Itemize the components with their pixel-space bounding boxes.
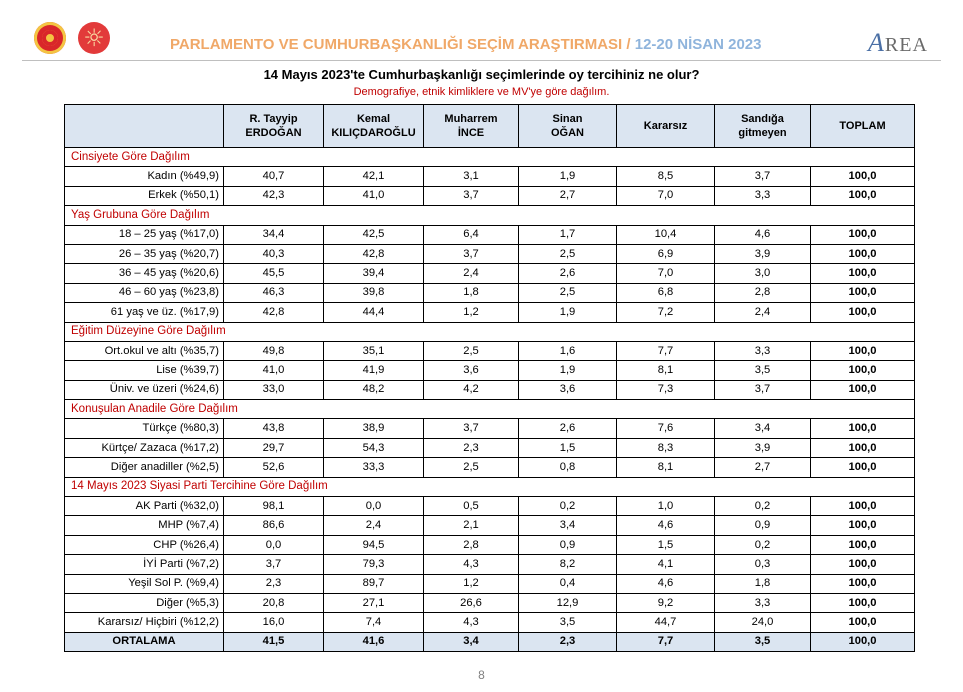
value-cell: 40,7 [224, 167, 324, 186]
total-cell: 100,0 [811, 225, 915, 244]
table-row [65, 535, 915, 554]
value-cell: 6,9 [617, 244, 715, 263]
value-cell: 2,6 [519, 419, 617, 438]
column-header-line: R. Tayyip [249, 113, 298, 125]
value-cell: 0,2 [715, 497, 811, 516]
row-label: 61 yaş ve üz. (%17,9) [65, 303, 224, 322]
column-header-line: İNCE [457, 127, 485, 139]
column-header [224, 105, 324, 148]
value-cell: 7,7 [617, 632, 715, 651]
value-cell: 0,5 [424, 497, 519, 516]
value-cell: 20,8 [224, 593, 324, 612]
average-row [65, 632, 915, 651]
total-cell: 100,0 [811, 593, 915, 612]
row-label: Kürtçe/ Zazaca (%17,2) [65, 438, 224, 457]
value-cell: 45,5 [224, 264, 324, 283]
value-cell: 46,3 [224, 283, 324, 302]
value-cell: 48,2 [324, 380, 424, 399]
row-label: Üniv. ve üzeri (%24,6) [65, 380, 224, 399]
table-row [65, 458, 915, 477]
value-cell: 0,9 [715, 516, 811, 535]
row-label: 18 – 25 yaş (%17,0) [65, 225, 224, 244]
value-cell: 1,2 [424, 574, 519, 593]
table-row [65, 341, 915, 360]
value-cell: 2,4 [324, 516, 424, 535]
column-header-line: gitmeyen [738, 127, 787, 139]
value-cell: 44,4 [324, 303, 424, 322]
table-row [65, 438, 915, 457]
value-cell: 0,0 [324, 497, 424, 516]
value-cell: 79,3 [324, 555, 424, 574]
report-header-title [170, 36, 762, 53]
column-header [424, 105, 519, 148]
value-cell: 3,7 [424, 186, 519, 205]
value-cell: 7,2 [617, 303, 715, 322]
value-cell: 7,6 [617, 419, 715, 438]
header-title-separator: / [622, 36, 635, 53]
table-row [65, 361, 915, 380]
value-cell: 7,4 [324, 613, 424, 632]
total-cell: 100,0 [811, 283, 915, 302]
value-cell: 9,2 [617, 593, 715, 612]
column-header-line: Kararsız [643, 120, 688, 132]
value-cell: 4,3 [424, 555, 519, 574]
value-cell: 3,9 [715, 438, 811, 457]
area-logo [868, 28, 928, 58]
value-cell: 41,5 [224, 632, 324, 651]
row-label: Kararsız/ Hiçbiri (%12,2) [65, 613, 224, 632]
value-cell: 1,0 [617, 497, 715, 516]
value-cell: 3,7 [424, 419, 519, 438]
value-cell: 8,5 [617, 167, 715, 186]
value-cell: 43,8 [224, 419, 324, 438]
row-label: AK Parti (%32,0) [65, 497, 224, 516]
value-cell: 42,1 [324, 167, 424, 186]
value-cell: 0,3 [715, 555, 811, 574]
value-cell: 41,6 [324, 632, 424, 651]
total-cell: 100,0 [811, 167, 915, 186]
question-subtitle: Demografiye, etnik kimliklere ve MV'ye göre dağılım. [353, 86, 610, 98]
total-cell: 100,0 [811, 438, 915, 457]
value-cell: 1,5 [519, 438, 617, 457]
value-cell: 24,0 [715, 613, 811, 632]
value-cell: 1,7 [519, 225, 617, 244]
value-cell: 2,1 [424, 516, 519, 535]
total-cell: 100,0 [811, 244, 915, 263]
total-cell: 100,0 [811, 361, 915, 380]
table-row [65, 419, 915, 438]
row-label: Diğer (%5,3) [65, 593, 224, 612]
header-title-main: PARLAMENTO VE CUMHURBAŞKANLIĞI SEÇİM ARAŞTIRMASI [170, 36, 623, 53]
value-cell: 7,0 [617, 186, 715, 205]
value-cell: 6,8 [617, 283, 715, 302]
column-header-line: OĞAN [551, 127, 584, 139]
value-cell: 1,5 [617, 535, 715, 554]
header-corner-cell [65, 105, 224, 148]
value-cell: 3,4 [715, 419, 811, 438]
header-title-date: 12-20 NİSAN 2023 [634, 36, 762, 53]
value-cell: 2,5 [424, 341, 519, 360]
column-header-line: Kemal [356, 113, 391, 125]
total-cell: 100,0 [811, 264, 915, 283]
value-cell: 98,1 [224, 497, 324, 516]
column-header [715, 105, 811, 148]
value-cell: 6,4 [424, 225, 519, 244]
value-cell: 3,4 [519, 516, 617, 535]
column-header-line: Sinan [552, 113, 583, 125]
value-cell: 42,8 [324, 244, 424, 263]
value-cell: 4,6 [715, 225, 811, 244]
row-label: Lise (%39,7) [65, 361, 224, 380]
value-cell: 1,8 [715, 574, 811, 593]
value-cell: 52,6 [224, 458, 324, 477]
value-cell: 3,3 [715, 593, 811, 612]
value-cell: 8,3 [617, 438, 715, 457]
table-row [65, 497, 915, 516]
section-title: Eğitim Düzeyine Göre Dağılım [65, 322, 915, 341]
total-cell: 100,0 [811, 497, 915, 516]
table-row [65, 516, 915, 535]
total-cell: 100,0 [811, 613, 915, 632]
value-cell: 3,7 [424, 244, 519, 263]
value-cell: 0,2 [715, 535, 811, 554]
value-cell: 3,7 [715, 167, 811, 186]
value-cell: 49,8 [224, 341, 324, 360]
area-logo-mark: A [868, 28, 885, 57]
value-cell: 41,9 [324, 361, 424, 380]
row-label: CHP (%26,4) [65, 535, 224, 554]
value-cell: 1,9 [519, 167, 617, 186]
value-cell: 10,4 [617, 225, 715, 244]
value-cell: 7,3 [617, 380, 715, 399]
section-header-row [65, 206, 915, 225]
value-cell: 3,7 [224, 555, 324, 574]
column-header-line: Sandığa [741, 113, 784, 125]
value-cell: 4,1 [617, 555, 715, 574]
area-logo-text: REA [884, 34, 928, 56]
value-cell: 3,9 [715, 244, 811, 263]
value-cell: 39,4 [324, 264, 424, 283]
table-row [65, 186, 915, 205]
page-number: 8 [478, 668, 485, 682]
table-row [65, 264, 915, 283]
row-label: Diğer anadiller (%2,5) [65, 458, 224, 477]
value-cell: 2,8 [715, 283, 811, 302]
value-cell: 4,6 [617, 574, 715, 593]
tbmm-logo [34, 22, 66, 54]
value-cell: 34,4 [224, 225, 324, 244]
value-cell: 1,8 [424, 283, 519, 302]
value-cell: 4,6 [617, 516, 715, 535]
row-label: Yeşil Sol P. (%9,4) [65, 574, 224, 593]
value-cell: 2,3 [224, 574, 324, 593]
value-cell: 0,8 [519, 458, 617, 477]
total-cell: 100,0 [811, 516, 915, 535]
value-cell: 2,5 [519, 283, 617, 302]
row-label: Türkçe (%80,3) [65, 419, 224, 438]
total-cell: 100,0 [811, 380, 915, 399]
column-header [617, 105, 715, 148]
table-row [65, 225, 915, 244]
value-cell: 54,3 [324, 438, 424, 457]
section-header-row [65, 400, 915, 419]
section-title: Konuşulan Anadile Göre Dağılım [65, 400, 915, 419]
header-divider [22, 60, 941, 61]
row-label: Kadın (%49,9) [65, 167, 224, 186]
column-header [519, 105, 617, 148]
row-label: 36 – 45 yaş (%20,6) [65, 264, 224, 283]
value-cell: 35,1 [324, 341, 424, 360]
value-cell: 4,2 [424, 380, 519, 399]
total-cell: 100,0 [811, 419, 915, 438]
table-row [65, 303, 915, 322]
value-cell: 4,3 [424, 613, 519, 632]
column-header-line: Muharrem [444, 113, 498, 125]
value-cell: 0,9 [519, 535, 617, 554]
table-row [65, 574, 915, 593]
total-cell: 100,0 [811, 535, 915, 554]
value-cell: 41,0 [324, 186, 424, 205]
value-cell: 2,5 [519, 244, 617, 263]
question-title: 14 Mayıs 2023'te Cumhurbaşkanlığı seçimlerinde oy tercihiniz ne olur? [263, 67, 700, 82]
value-cell: 2,8 [424, 535, 519, 554]
value-cell: 2,3 [519, 632, 617, 651]
value-cell: 27,1 [324, 593, 424, 612]
value-cell: 0,4 [519, 574, 617, 593]
value-cell: 94,5 [324, 535, 424, 554]
row-label: İYİ Parti (%7,2) [65, 555, 224, 574]
value-cell: 3,6 [424, 361, 519, 380]
value-cell: 3,7 [715, 380, 811, 399]
value-cell: 8,1 [617, 361, 715, 380]
value-cell: 0,2 [519, 497, 617, 516]
section-title: 14 Mayıs 2023 Siyasi Parti Tercihine Göre Dağılım [65, 477, 915, 496]
row-label: ORTALAMA [65, 632, 224, 651]
value-cell: 3,1 [424, 167, 519, 186]
value-cell: 3,3 [715, 341, 811, 360]
value-cell: 40,3 [224, 244, 324, 263]
total-cell: 100,0 [811, 303, 915, 322]
section-title: Cinsiyete Göre Dağılım [65, 148, 915, 167]
value-cell: 2,3 [424, 438, 519, 457]
value-cell: 29,7 [224, 438, 324, 457]
section-title: Yaş Grubuna Göre Dağılım [65, 206, 915, 225]
row-label: 46 – 60 yaş (%23,8) [65, 283, 224, 302]
total-cell: 100,0 [811, 341, 915, 360]
value-cell: 33,3 [324, 458, 424, 477]
table-row [65, 283, 915, 302]
value-cell: 42,8 [224, 303, 324, 322]
row-label: MHP (%7,4) [65, 516, 224, 535]
column-header-line: TOPLAM [839, 120, 886, 132]
value-cell: 8,2 [519, 555, 617, 574]
column-header [811, 105, 915, 148]
value-cell: 7,7 [617, 341, 715, 360]
value-cell: 0,0 [224, 535, 324, 554]
results-table [64, 104, 915, 652]
value-cell: 3,0 [715, 264, 811, 283]
row-label: 26 – 35 yaş (%20,7) [65, 244, 224, 263]
value-cell: 2,4 [715, 303, 811, 322]
total-cell: 100,0 [811, 186, 915, 205]
value-cell: 26,6 [424, 593, 519, 612]
value-cell: 2,4 [424, 264, 519, 283]
value-cell: 3,4 [424, 632, 519, 651]
row-label: Ort.okul ve altı (%35,7) [65, 341, 224, 360]
value-cell: 2,7 [519, 186, 617, 205]
value-cell: 41,0 [224, 361, 324, 380]
value-cell: 1,6 [519, 341, 617, 360]
total-cell: 100,0 [811, 632, 915, 651]
value-cell: 39,8 [324, 283, 424, 302]
value-cell: 3,5 [715, 361, 811, 380]
total-cell: 100,0 [811, 555, 915, 574]
value-cell: 3,5 [715, 632, 811, 651]
row-label: Erkek (%50,1) [65, 186, 224, 205]
value-cell: 16,0 [224, 613, 324, 632]
value-cell: 42,3 [224, 186, 324, 205]
table-row [65, 613, 915, 632]
section-header-row [65, 477, 915, 496]
column-header [324, 105, 424, 148]
value-cell: 2,7 [715, 458, 811, 477]
table-row [65, 167, 915, 186]
value-cell: 89,7 [324, 574, 424, 593]
total-cell: 100,0 [811, 458, 915, 477]
value-cell: 2,5 [424, 458, 519, 477]
column-header-line: KILIÇDAROĞLU [331, 127, 416, 139]
value-cell: 3,3 [715, 186, 811, 205]
value-cell: 86,6 [224, 516, 324, 535]
value-cell: 1,2 [424, 303, 519, 322]
value-cell: 1,9 [519, 303, 617, 322]
value-cell: 1,9 [519, 361, 617, 380]
value-cell: 8,1 [617, 458, 715, 477]
value-cell: 42,5 [324, 225, 424, 244]
value-cell: 3,5 [519, 613, 617, 632]
table-row [65, 593, 915, 612]
value-cell: 2,6 [519, 264, 617, 283]
table-header-row [65, 105, 915, 148]
value-cell: 12,9 [519, 593, 617, 612]
section-header-row [65, 148, 915, 167]
value-cell: 7,0 [617, 264, 715, 283]
table-row [65, 244, 915, 263]
column-header-line: ERDOĞAN [245, 127, 302, 139]
value-cell: 44,7 [617, 613, 715, 632]
table-body [65, 148, 915, 652]
value-cell: 33,0 [224, 380, 324, 399]
section-header-row [65, 322, 915, 341]
presidency-logo [78, 22, 110, 54]
value-cell: 38,9 [324, 419, 424, 438]
value-cell: 3,6 [519, 380, 617, 399]
table-row [65, 380, 915, 399]
total-cell: 100,0 [811, 574, 915, 593]
table-row [65, 555, 915, 574]
